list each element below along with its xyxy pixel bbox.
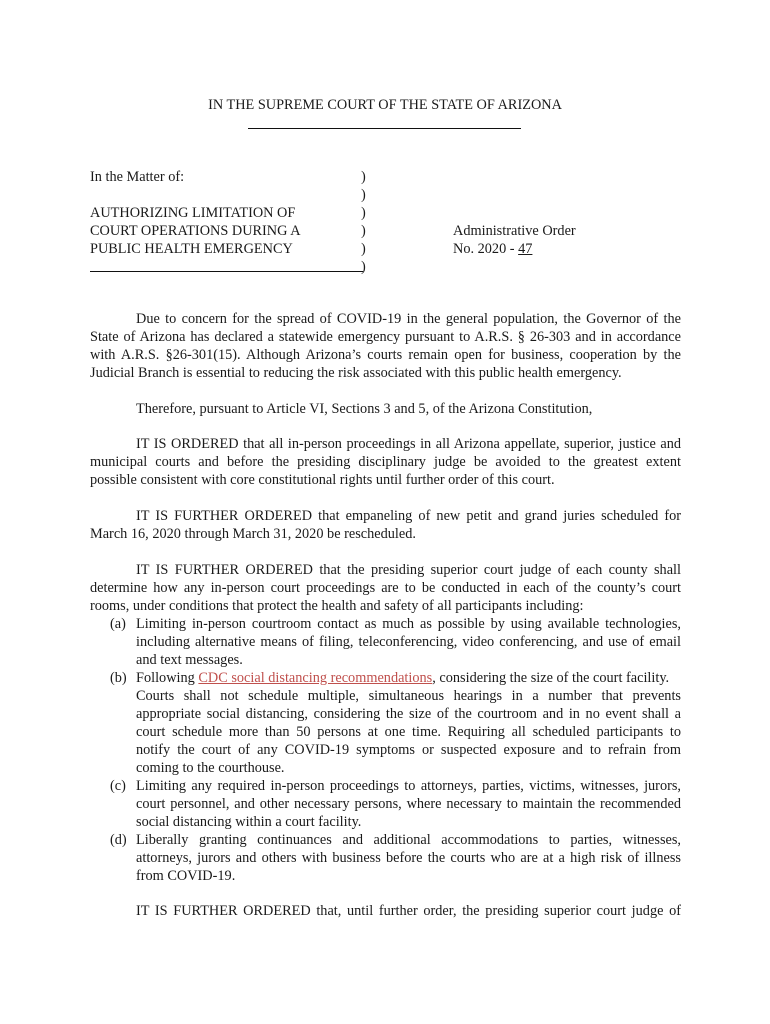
order-number-prefix: No. 2020 - [453,241,519,257]
matter-title-line-2: COURT OPERATIONS DURING A [90,223,301,239]
paragraph-it-is-ordered [90,435,681,489]
item-line: Courts shall not schedule multiple, simultaneous hearings in a number that prevents [136,688,681,704]
caption-underline [90,271,363,272]
paragraph-presiding-judge [90,561,681,615]
list-item [110,831,681,885]
paragraph-line: Due to concern for the spread of COVID-19 in the general population, the Governor of the [136,311,681,327]
paragraph-line: March 16, 2020 through March 31, 2020 be rescheduled. [90,526,416,542]
paragraph-line: IT IS FURTHER ORDERED that, until further order, the presiding superior court judge of [136,903,681,919]
paragraph-line: with A.R.S. §26-301(15). Although Arizona’s courts remain open for business, cooperation by the [90,347,681,363]
item-label: (d) [110,832,127,848]
paragraph-line: municipal courts and before the presiding disciplinary judge be avoided to the greatest extent [90,454,681,470]
item-line: Limiting any required in-person proceedings to attorneys, parties, victims, witnesses, jurors, [136,778,681,794]
paragraph-line: IT IS FURTHER ORDERED that empaneling of new petit and grand juries scheduled for [136,508,681,524]
item-label: (c) [110,778,126,794]
court-title: IN THE SUPREME COURT OF THE STATE OF ARIZONA [208,97,562,113]
caption-paren: ) [361,259,366,275]
cdc-recommendations-link[interactable]: CDC social distancing recommendations [198,670,433,686]
conditions-list [110,615,681,885]
item-text: Following [136,670,199,686]
item-line: attorneys, jurors and others with business before the courts who are at a high risk of illness [136,850,681,866]
matter-title-line-3: PUBLIC HEALTH EMERGENCY [90,241,293,257]
caption-paren: ) [361,169,366,185]
paragraph-further-order [90,902,681,920]
item-line: and text messages. [136,652,243,668]
paragraph-line: Therefore, pursuant to Article VI, Sections 3 and 5, of the Arizona Constitution, [136,401,593,417]
list-item [110,777,681,831]
paragraph-line: IT IS ORDERED that all in-person proceedings in all Arizona appellate, superior, justice and [136,436,681,452]
paragraph-line: IT IS FURTHER ORDERED that the presiding superior court judge of each county shall [136,562,681,578]
order-number [453,240,532,258]
item-line: Limiting in-person courtroom contact as much as possible by using available technologies, [136,616,681,632]
item-line: notify the court of any COVID-19 symptoms or suspected exposure and to refrain from [136,742,681,758]
matter-title-line-1: AUTHORIZING LIMITATION OF [90,205,296,221]
matter-label: In the Matter of: [90,169,185,185]
list-item [110,669,681,777]
order-number-value: 47 [518,241,533,257]
item-line: court personnel, and other necessary persons, where necessary to maintain the recommended [136,796,681,812]
item-line: social distancing within a court facility. [136,814,362,830]
paragraph-line: determine how any in-person court proceedings are to be conducted in each of the county’s court [90,580,681,596]
caption-paren: ) [361,187,366,203]
caption-paren: ) [361,205,366,221]
paragraph-line: Judicial Branch is essential to reducing the risk associated with this public health emergency. [90,365,622,381]
caption-paren: ) [361,241,366,257]
item-line: court schedule more than 50 persons at one time. Requiring all scheduled participants to [136,724,681,740]
paragraph-therefore [90,400,681,418]
item-line: including alternative means of filing, teleconferencing, video conferencing, and use of email [136,634,681,650]
item-line: Liberally granting continuances and additional accommodations to parties, witnesses, [136,832,681,848]
item-line: coming to the courthouse. [136,760,285,776]
paragraph-juries [90,507,681,543]
item-label: (a) [110,616,126,632]
item-line [136,669,681,687]
item-line: from COVID-19. [136,868,236,884]
title-underline-rule [248,128,521,129]
item-line: appropriate social distancing, considering the size of the courtroom and in no event shall a [136,706,681,722]
paragraph-emergency [90,310,681,382]
item-label: (b) [110,670,127,686]
caption-paren: ) [361,223,366,239]
administrative-order-label: Administrative Order [453,223,576,239]
list-item [110,615,681,669]
paragraph-line: possible consistent with core constitutional rights until further order of this court. [90,472,555,488]
paragraph-line: State of Arizona has declared a statewide emergency pursuant to A.R.S. § 26-303 and in accordance [90,329,681,345]
paragraph-line: rooms, under conditions that protect the health and safety of all participants including: [90,598,584,614]
item-text: , considering the size of the court facility. [432,670,670,686]
